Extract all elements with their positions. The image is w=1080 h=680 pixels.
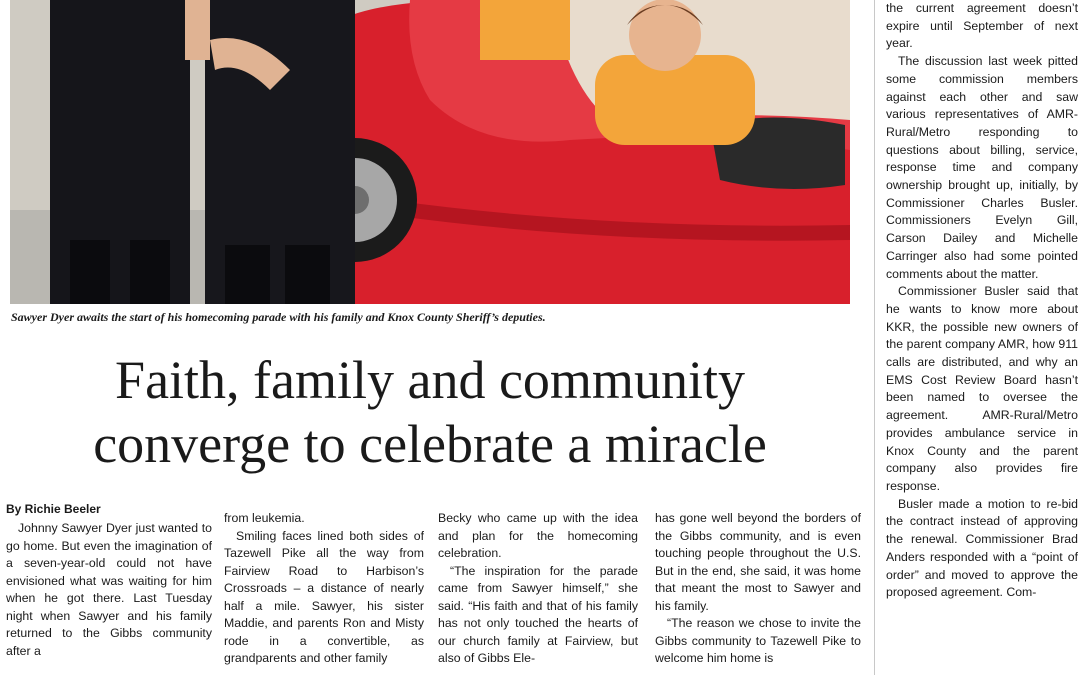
paragraph: Becky who came up with the idea and plan for the homecoming celebration. <box>438 511 638 560</box>
paragraph: Commissioner Busler said that he wants to know more about KKR, the possible new owners of the parent company AMR, how 911 calls are distributed, and why an EMS Cost Review Board hasn’t been named to oversee the agreement. AMR-Rural/Metro provides ambulance service in Knox County and the parent company also provides fire response. <box>886 284 1078 493</box>
sidebar-article-column <box>886 0 1078 675</box>
paragraph: Johnny Sawyer Dyer just wanted to go home. But even the imagination of a seven-year-old could not have envisioned what was waiting for him when he got there. Last Tuesday night when Sawyer and his family returned to the Gibbs community after a <box>6 521 212 658</box>
photo-illustration <box>10 0 850 304</box>
article-column-3 <box>438 510 638 680</box>
paragraph: has gone well beyond the borders of the Gibbs community, and is even touching people throughout the U.S. But in the end, she said, it was home that meant the most to Sawyer and his family. <box>655 511 861 613</box>
paragraph: Busler made a motion to re-bid the contract instead of approving the renewal. Commissioner Brad Anders responded with a “point of order” and moved to approve the proposed agreement. Com- <box>886 496 1078 600</box>
article-column-1 <box>6 520 212 680</box>
column-divider <box>874 0 875 675</box>
paragraph: “The reason we chose to invite the Gibbs community to Tazewell Pike to welcome him home is <box>655 616 861 665</box>
article-photo <box>10 0 850 304</box>
headline <box>10 348 850 476</box>
headline-line-2: converge to celebrate a miracle <box>93 414 767 474</box>
headline-line-1: Faith, family and community <box>115 350 745 410</box>
paragraph: The discussion last week pitted some commission members against each other and saw various representatives of AMR-Rural/Metro responding to questions about billing, service, response time and company ownership brought up, initially, by Commissioner Charles Busler. Commissioners Evelyn Gill, Carson Dailey and Michelle Carringer also had some pointed comments about the matter. <box>886 54 1078 281</box>
paragraph: Smiling faces lined both sides of Tazewell Pike all the way from Fairview Road to Harbison’s Crossroads – a distance of nearly half a mile. Sawyer, his sister Maddie, and parents Ron and Misty rode in a convertible, as grandparents and other family <box>224 528 424 665</box>
article-column-2 <box>224 510 424 680</box>
paragraph: “The inspiration for the parade came from Sawyer himself,” she said. “His faith and that of his family has not only touched the hearts of our church family at Fairview, but also of Gibbs Ele- <box>438 563 638 665</box>
photo-caption: Sawyer Dyer awaits the start of his homecoming parade with his family and Knox County Sheriff’s deputies. <box>11 310 546 324</box>
article-column-4 <box>655 510 861 680</box>
paragraph: the current agreement doesn’t expire until September of next year. <box>886 1 1078 51</box>
paragraph: from leukemia. <box>224 511 305 525</box>
byline: By Richie Beeler <box>6 502 101 516</box>
